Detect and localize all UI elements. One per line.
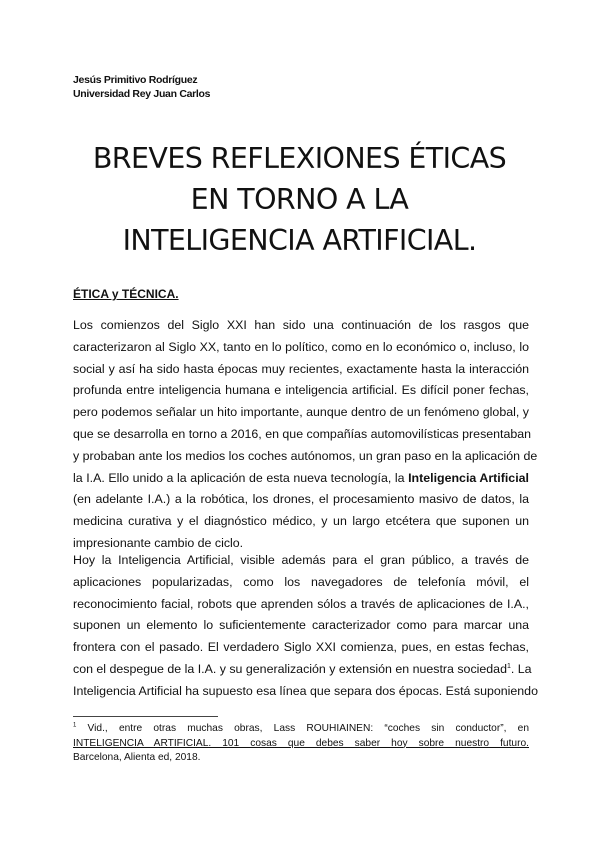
footnote-marker: 1 bbox=[73, 722, 77, 729]
p2-line: suponen un elemento lo suficientemente caracterizador como para marcar una bbox=[73, 618, 529, 633]
p2-line: Inteligencia Artificial ha supuesto esa línea que separa dos épocas. Está suponiendo bbox=[73, 683, 538, 698]
p2-line: frontera con el pasado. El verdadero Siglo XXI comienza, pues, en estas fechas, bbox=[73, 640, 529, 655]
footnote-publisher: Barcelona, Alienta ed, 2018. bbox=[73, 752, 201, 763]
p2-line: Hoy la Inteligencia Artificial, visible además para el gran público, a través de bbox=[73, 553, 529, 567]
section-heading: ÉTICA y TÉCNICA. bbox=[73, 287, 179, 301]
author-name: Jesús Primitivo Rodríguez bbox=[73, 74, 198, 86]
footnote-separator bbox=[73, 716, 218, 717]
footnote-text: Vid., entre otras muchas obras, Lass ROUHIAINEN: “coches sin conductor”, en bbox=[76, 723, 529, 734]
p1-line: y probaban ante los medios los coches autónomos, un gran paso en la aplicación de bbox=[73, 448, 538, 463]
p1-line: (en adelante I.A.) a la robótica, los drones, el procesamiento masivo de datos, la bbox=[73, 492, 529, 507]
p2-line-with-footnote-ref bbox=[73, 659, 532, 681]
title-line-3: INTELIGENCIA ARTIFICIAL. bbox=[122, 224, 477, 257]
document-title bbox=[0, 138, 599, 261]
p1-line-with-bold bbox=[73, 468, 529, 490]
p2-line6-text: con el despegue de la I.A. y su generalización y extensión en nuestra sociedad bbox=[73, 661, 507, 676]
footnote-line-1 bbox=[73, 722, 529, 737]
footnote bbox=[73, 722, 529, 766]
p1-line: medicina curativa y el diagnóstico médico, y un largo etcétera que suponen un bbox=[73, 514, 529, 529]
p1-last-line: impresionante cambio de ciclo. bbox=[73, 535, 244, 550]
p2-line: aplicaciones popularizadas, como los navegadores de telefonía móvil, el bbox=[73, 574, 529, 589]
footnote-reference[interactable]: 1 bbox=[506, 662, 511, 670]
p1-line: profunda entre inteligencia humana e inteligencia artificial. Es difícil poner fechas, bbox=[73, 383, 529, 398]
p1-line: que se desarrolla en torno a 2016, en que compañías automovilísticas presentaban bbox=[73, 426, 532, 441]
p1-line: caracterizaron al Siglo XX, tanto en lo político, como en lo económico o, incluso, lo bbox=[73, 339, 529, 354]
bold-term: Inteligencia Artificial bbox=[408, 470, 529, 485]
p1-line8-text: la I.A. Ello unido a la aplicación de esta nueva tecnología, la bbox=[73, 470, 409, 485]
title-line-1: BREVES REFLEXIONES ÉTICAS bbox=[92, 142, 507, 175]
p1-line: social y así ha sido hasta épocas muy recientes, exactamente hasta la interacción bbox=[73, 361, 529, 376]
author-block bbox=[73, 73, 210, 101]
title-line-2: EN TORNO A LA bbox=[190, 183, 409, 216]
author-affiliation: Universidad Rey Juan Carlos bbox=[73, 88, 211, 100]
p1-line: pero podemos señalar un hito importante, aunque dentro de un fenómeno global, y bbox=[73, 405, 529, 420]
p2-line: reconocimiento facial, robots que aprenden sólos a través de aplicaciones de I.A., bbox=[73, 596, 529, 611]
p2-line6-end: . La bbox=[510, 661, 532, 676]
paragraph-2 bbox=[73, 550, 538, 703]
paragraph-1 bbox=[73, 315, 538, 555]
footnote-book-title: INTELIGENCIA ARTIFICIAL. 101 cosas que debes saber hoy sobre nuestro futuro. bbox=[73, 737, 529, 749]
p1-line: Los comienzos del Siglo XXI han sido una continuación de los rasgos que bbox=[73, 318, 529, 332]
